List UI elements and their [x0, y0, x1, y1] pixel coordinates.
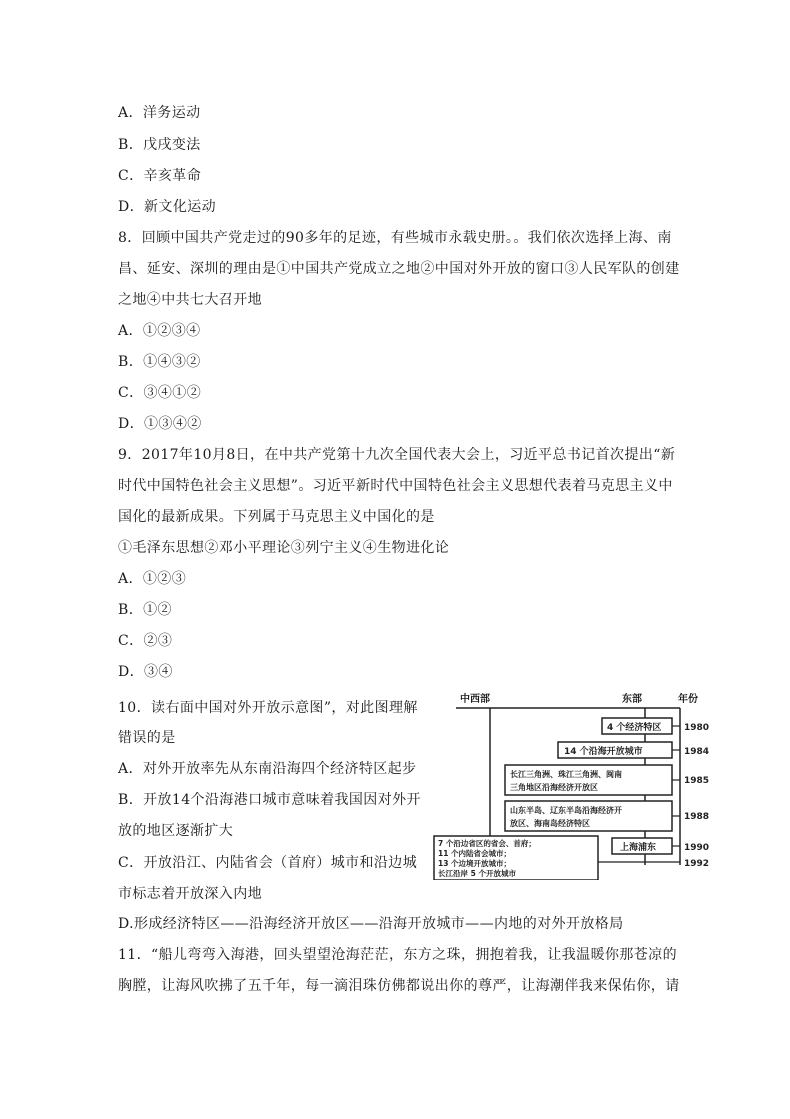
year-1984: 1984	[684, 747, 710, 757]
q7-option-a: A．洋务运动	[118, 105, 201, 121]
year-1985: 1985	[684, 776, 710, 786]
box-1980-label: 4 个经济特区	[607, 723, 662, 733]
q9-option-d: D．③④	[118, 664, 173, 680]
q8-stem-line-1: 8．回顾中国共产党走过的90多年的足迹，有些城市永载史册。。我们依次选择上海、南	[118, 230, 672, 246]
header-year: 年份	[678, 694, 698, 705]
q7-option-c: C．辛亥革命	[118, 168, 202, 184]
q8-stem-line-3: 之地④中共七大召开地	[118, 292, 262, 308]
box-1984-label: 14 个沿海开放城市	[564, 747, 643, 757]
box-1988-line-1: 山东半岛、辽东半岛沿海经济开	[510, 806, 622, 815]
q8-option-b: B．①④③②	[118, 354, 201, 370]
box-1985-line-2: 三角地区沿海经济开放区	[510, 783, 598, 792]
box-1988-line-2: 放区、海南岛经济特区	[510, 819, 590, 828]
q8-option-d: D．①③④②	[118, 416, 202, 432]
q10-stem-line-2: 错误的是	[118, 730, 176, 746]
q10-stem-line-1: 10．读右面中国对外开放示意图”，对此图理解	[118, 700, 418, 716]
q7-option-d: D．新文化运动	[118, 199, 217, 215]
inland-line-1: 7 个沿边省区的省会、首府；	[438, 839, 536, 848]
year-1980: 1980	[684, 723, 710, 733]
year-1992: 1992	[684, 859, 710, 869]
q10-option-c-line-1: C．开放沿江、内陆省会（首府）城市和沿边城	[118, 855, 418, 871]
q10-option-a: A．对外开放率先从东南沿海四个经济特区起步	[118, 761, 417, 777]
q11-stem-line-2: 胸膛，让海风吹拂了五千年，每一滴泪珠仿佛都说出你的尊严，让海潮伴我来保佑你，请	[118, 978, 680, 994]
q9-option-a: A．①②③	[118, 571, 187, 587]
q7-option-b: B．戊戌变法	[118, 137, 201, 153]
q11-stem-line-1: 11．“船儿弯弯入海港，回头望望沧海茫茫，东方之珠，拥抱着我，让我温暖你那苍凉的	[118, 947, 677, 963]
q9-option-c: C．②③	[118, 633, 173, 649]
q10-option-b-line-1: B．开放14个沿海港口城市意味着我国因对外开	[118, 792, 421, 808]
header-east: 东部	[622, 694, 642, 705]
q8-option-a: A．①②③④	[118, 323, 201, 339]
year-1988: 1988	[684, 812, 710, 822]
q9-option-b: B．①②	[118, 602, 172, 618]
box-1990-label: 上海浦东	[620, 843, 657, 853]
inland-line-2: 11 个内陆省会城市；	[438, 849, 512, 858]
header-west: 中西部	[460, 694, 490, 705]
box-1985-line-1: 长江三角洲、珠江三角洲、闽南	[510, 770, 622, 779]
q8-stem-line-2: 昌、延安、深圳的理由是①中国共产党成立之地②中国对外开放的窗口③人民军队的创建	[118, 261, 680, 277]
q8-option-c: C．③④①②	[118, 385, 202, 401]
q9-stem-line-4: ①毛泽东思想②邓小平理论③列宁主义④生物进化论	[118, 540, 450, 556]
q9-stem-line-2: 时代中国特色社会主义思想”。习近平新时代中国特色社会主义思想代表着马克思主义中	[118, 478, 673, 494]
year-1990: 1990	[684, 843, 710, 853]
q10-option-d: D.形成经济特区——沿海经济开放区——沿海开放城市——内地的对外开放格局	[118, 916, 624, 932]
q10-option-b-line-2: 放的地区逐渐扩大	[118, 823, 234, 839]
opening-up-diagram	[430, 690, 720, 880]
q9-stem-line-1: 9．2017年10月8日，在中共产党第十九次全国代表大会上，习近平总书记首次提出“新	[118, 447, 676, 463]
q10-option-c-line-2: 市标志着开放深入内地	[118, 886, 262, 902]
inland-line-3: 13 个边境开放城市；	[438, 859, 512, 868]
inland-line-4: 长江沿岸 5 个开放城市	[438, 869, 516, 878]
q9-stem-line-3: 国化的最新成果。下列属于马克思主义中国化的是	[118, 509, 435, 525]
